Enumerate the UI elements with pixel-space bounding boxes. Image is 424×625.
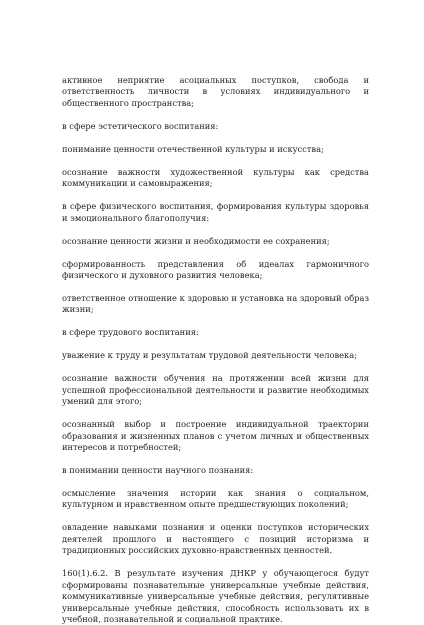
paragraph-7: сформированность представления об идеалах гармоничного физического и духовного развития человека; bbox=[62, 258, 369, 281]
paragraph-6: осознание ценности жизни и необходимости ее сохранения; bbox=[62, 235, 330, 246]
paragraph-12: осознанный выбор и построение индивидуальной траектории образования и жизненных планов с учетом личных и общественных интересов и потребностей; bbox=[62, 419, 369, 453]
paragraph-14: осмысление значения истории как знания о социальном, культурном и нравственном опыте предшествующих поколений; bbox=[62, 488, 369, 510]
paragraph-8: ответственное отношение к здоровью и установка на здоровый образ жизни; bbox=[62, 293, 369, 315]
paragraph-3: понимание ценности отечественной культуры и искусства; bbox=[62, 143, 324, 154]
paragraph-10: уважение к труду и результатам трудовой деятельности человека; bbox=[62, 350, 357, 361]
paragraph-9: в сфере трудового воспитания: bbox=[62, 327, 199, 338]
paragraph-1: активное неприятие асоциальных поступков, свобода и ответственность личности в условиях индивидуального и общественного пространства; bbox=[62, 75, 369, 108]
paragraph-13: в понимании ценности научного познания: bbox=[62, 465, 254, 476]
paragraph-5: в сфере физического воспитания, формирования культуры здоровья и эмоционального благополучия: bbox=[62, 201, 369, 223]
paragraph-2: в сфере эстетического воспитания: bbox=[62, 120, 219, 131]
document-body bbox=[62, 75, 369, 625]
paragraph-15: овладение навыками познания и оценки поступков исторических деятелей прошлого и настоящего с позиций историзма и традиционных российских духовно-нравственных ценностей. bbox=[62, 522, 369, 556]
paragraph-16: 160(1).6.2. В результате изучения ДНКР у обучающегося будут сформированы познавательные универсальные учебные действия, коммуникативные универсальные учебные действия, регулятивные универсальные учебные действия, способность использовать их в учебной, познавательной и социальной практике. bbox=[62, 568, 369, 624]
paragraph-11: осознание важности обучения на протяжении всей жизни для успешной профессиональной деятельности и развитие необходимых умений для этого; bbox=[62, 373, 369, 407]
paragraph-4: осознание важности художественной культуры как средства коммуникации и самовыражения; bbox=[62, 166, 369, 189]
